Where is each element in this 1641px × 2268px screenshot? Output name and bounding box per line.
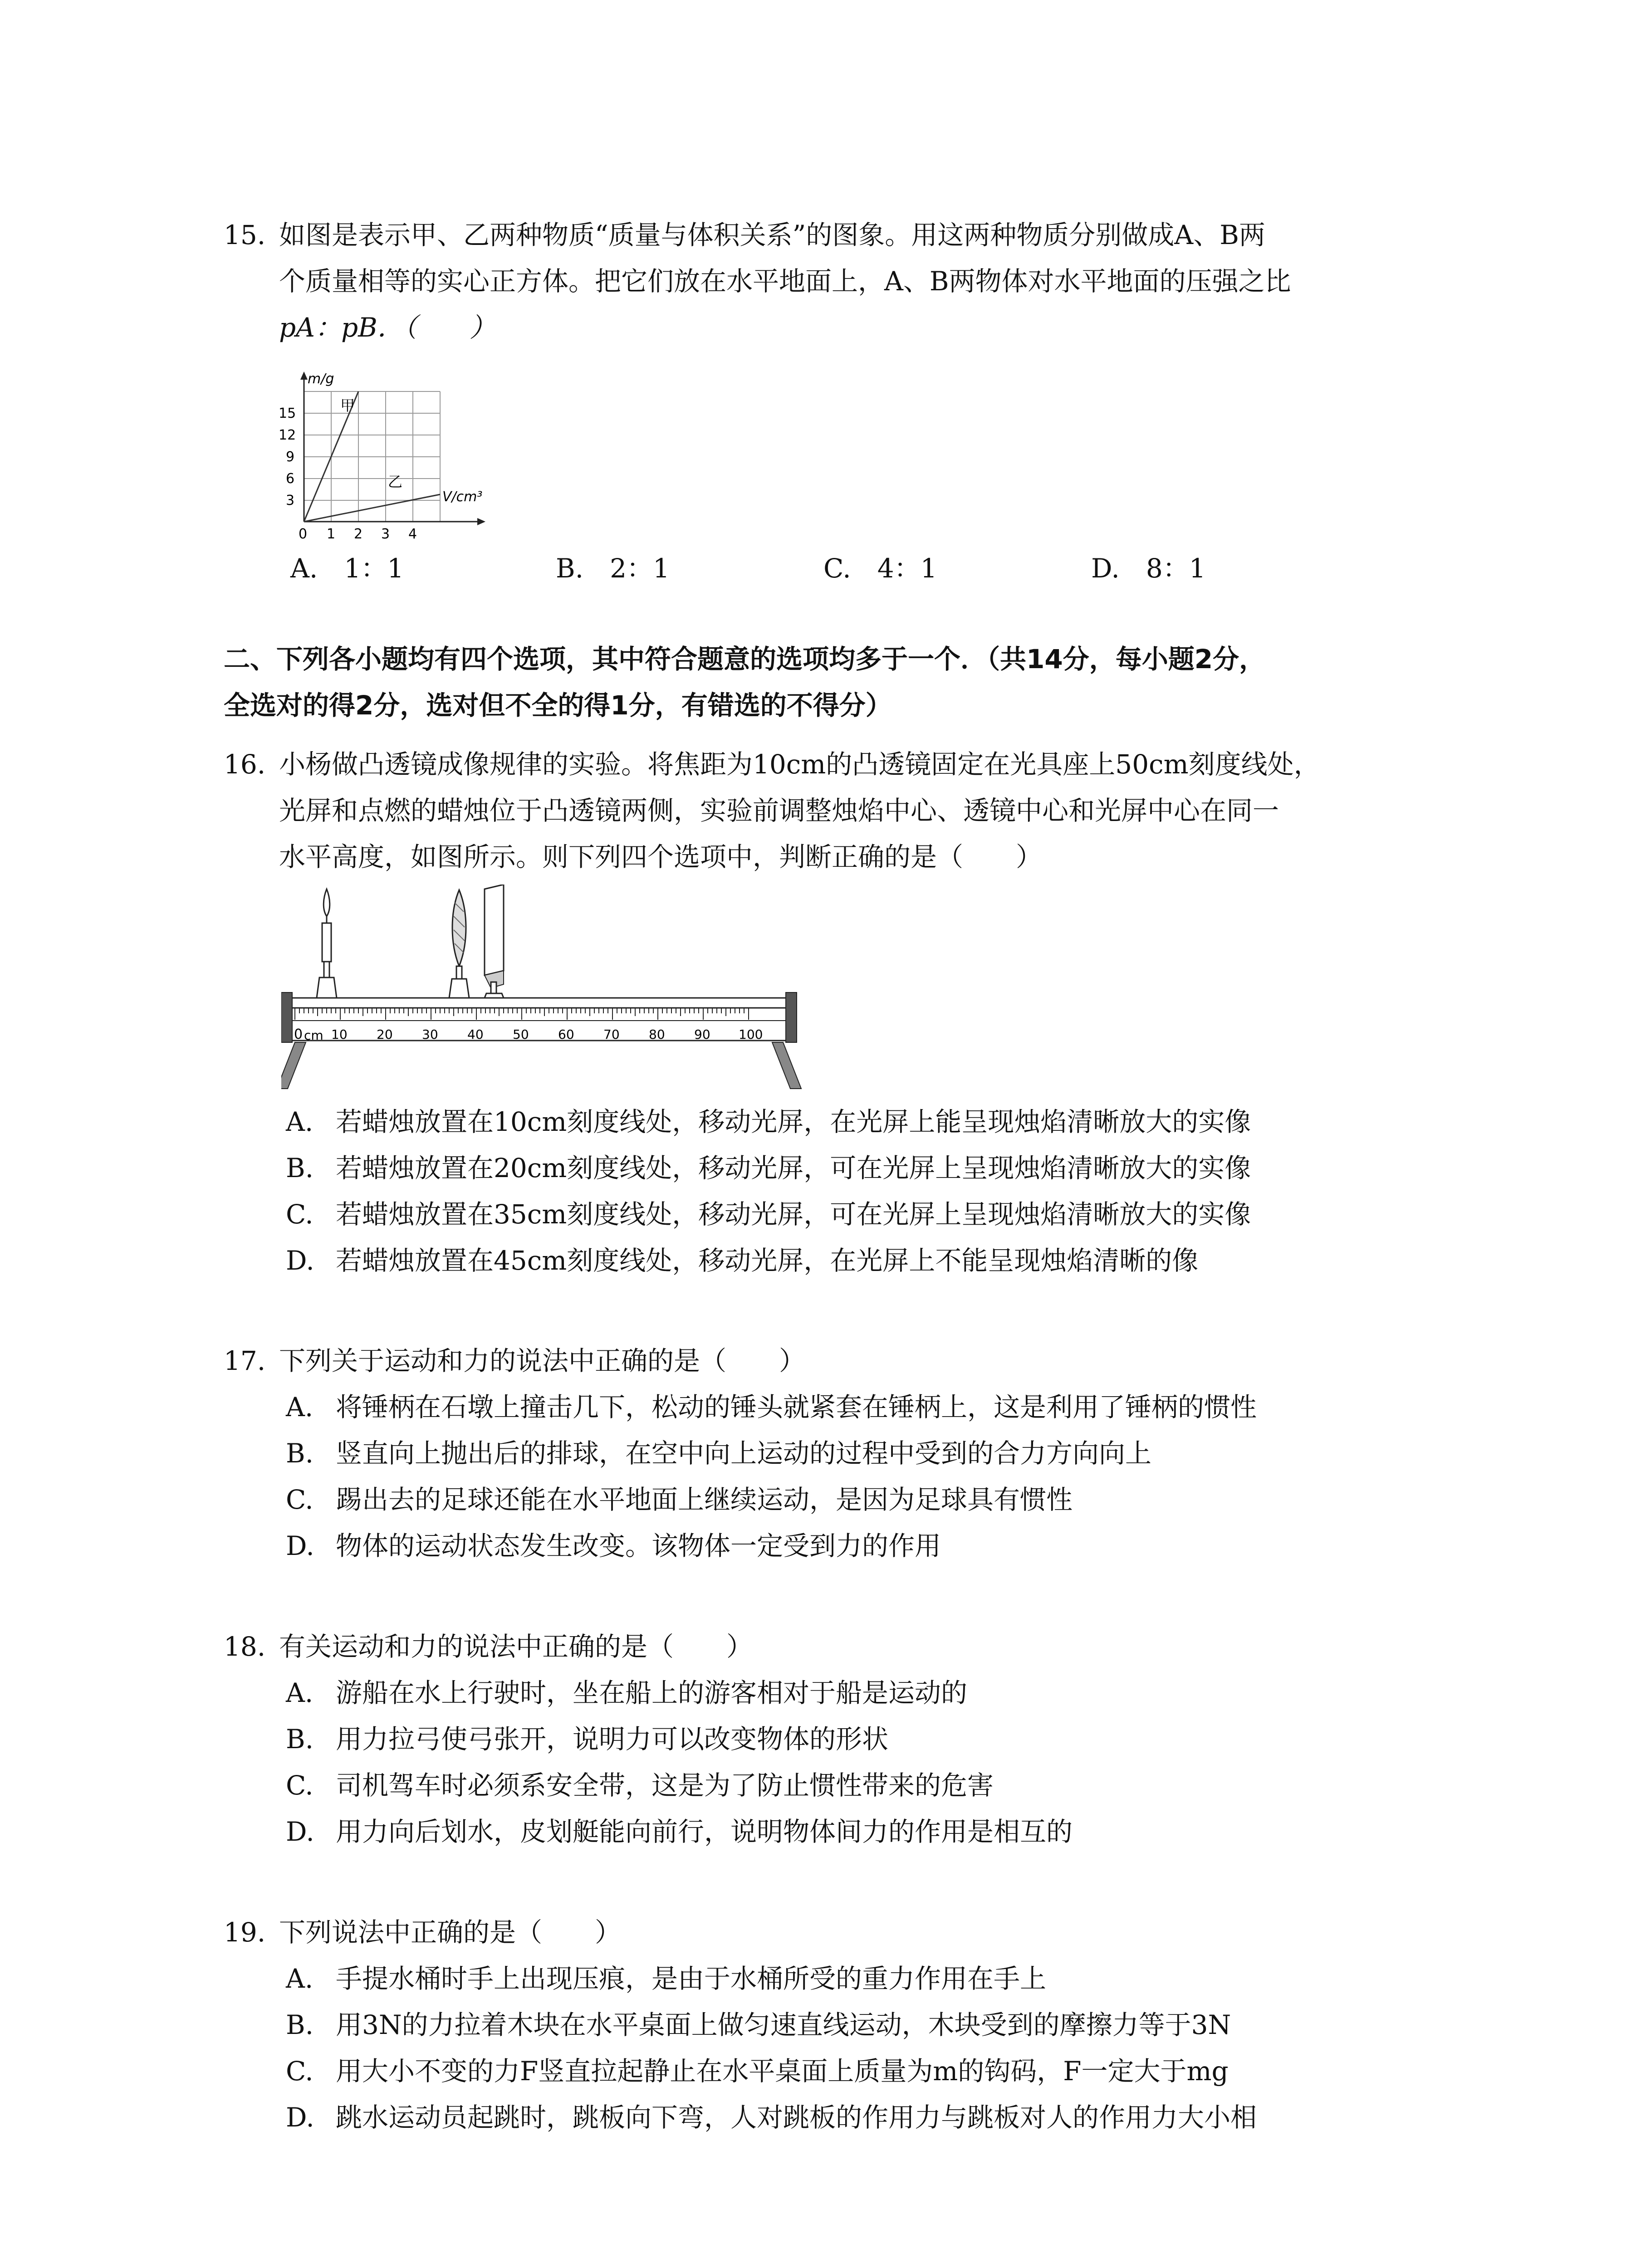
question-number: 17. bbox=[224, 1345, 266, 1376]
x-tick-label: 2 bbox=[354, 526, 363, 542]
bench-tick-label: 100 bbox=[739, 1027, 763, 1042]
bench-rail bbox=[290, 998, 789, 1008]
bench-tick-label: 50 bbox=[513, 1027, 529, 1042]
mass-volume-graph bbox=[272, 370, 508, 547]
bench-tick-label: 20 bbox=[377, 1027, 393, 1042]
bench-tick-label: 90 bbox=[694, 1027, 710, 1042]
question-text: 有关运动和力的说法中正确的是（ ） bbox=[279, 1631, 753, 1662]
question-text: pA：pB．（ ） bbox=[279, 312, 496, 343]
bench-left-stand bbox=[281, 992, 292, 1042]
question-number: 18. bbox=[224, 1631, 266, 1662]
option-c: C. 4：1 bbox=[823, 553, 937, 584]
y-tick-label: 9 bbox=[286, 449, 295, 465]
bench-tick-label: 70 bbox=[603, 1027, 620, 1042]
series-label-yi: 乙 bbox=[388, 473, 403, 490]
y-axis-label: m/g bbox=[308, 371, 334, 387]
bench-unit-label: cm bbox=[304, 1028, 323, 1043]
question-number: 16. bbox=[224, 749, 266, 780]
y-axis-arrow bbox=[300, 371, 308, 380]
question-text: 光屏和点燃的蜡烛位于凸透镜两侧，实验前调整烛焰中心、透镜中心和光屏中心在同一 bbox=[279, 795, 1279, 826]
y-tick-label: 3 bbox=[286, 493, 295, 508]
graph-grid bbox=[304, 391, 440, 522]
x-tick-label: 3 bbox=[381, 526, 390, 542]
question-text: 如图是表示甲、乙两种物质“质量与体积关系”的图象。用这两种物质分别做成A、B两 bbox=[279, 220, 1265, 250]
bench-right-stand bbox=[786, 992, 797, 1042]
section-heading-line: 全选对的得2分，选对但不全的得1分，有错选的不得分） bbox=[224, 690, 892, 721]
question-text: 下列关于运动和力的说法中正确的是（ ） bbox=[279, 1345, 806, 1376]
question-number: 19. bbox=[224, 1917, 266, 1948]
light-screen-icon bbox=[485, 885, 504, 998]
option-d: D. 8：1 bbox=[1091, 553, 1206, 584]
bench-tick-label: 40 bbox=[467, 1027, 484, 1042]
y-tick-label: 15 bbox=[279, 406, 296, 421]
bench-tick-label: 60 bbox=[558, 1027, 574, 1042]
bench-tick-label: 30 bbox=[422, 1027, 438, 1042]
question-text: 水平高度，如图所示。则下列四个选项中，判断正确的是（ ） bbox=[279, 841, 1043, 872]
series-label-jia: 甲 bbox=[340, 397, 355, 414]
option-b: B. 2：1 bbox=[556, 553, 670, 584]
x-tick-label: 4 bbox=[408, 526, 417, 542]
y-tick-label: 12 bbox=[279, 427, 296, 443]
question-text: 小杨做凸透镜成像规律的实验。将焦距为10cm的凸透镜固定在光具座上50cm刻度线处， bbox=[279, 749, 1320, 780]
option-a: A. 1：1 bbox=[290, 553, 404, 584]
y-tick-label: 6 bbox=[286, 471, 295, 487]
bench-start-label: 0 bbox=[294, 1026, 303, 1042]
convex-lens-icon bbox=[449, 890, 469, 998]
x-axis-label: V/cm³ bbox=[442, 489, 483, 505]
origin-label: 0 bbox=[299, 526, 308, 542]
x-axis-arrow bbox=[477, 518, 485, 525]
question-text: 个质量相等的实心正方体。把它们放在水平地面上，A、B两物体对水平地面的压强之比 bbox=[279, 266, 1291, 297]
x-tick-label: 1 bbox=[327, 526, 336, 542]
optical-bench-diagram bbox=[281, 885, 817, 1093]
series-line-yi bbox=[304, 494, 440, 522]
candle-icon bbox=[317, 889, 337, 998]
bench-tick-label: 10 bbox=[331, 1027, 348, 1042]
section-heading-line: 二、下列各小题均有四个选项，其中符合题意的选项均多于一个．（共14分，每小题2分， bbox=[224, 644, 1266, 675]
question-number: 15. bbox=[224, 220, 266, 250]
bench-right-leg bbox=[772, 1042, 801, 1089]
question-text: 下列说法中正确的是（ ） bbox=[279, 1917, 622, 1948]
bench-left-leg bbox=[281, 1042, 306, 1089]
bench-tick-label: 80 bbox=[649, 1027, 665, 1042]
